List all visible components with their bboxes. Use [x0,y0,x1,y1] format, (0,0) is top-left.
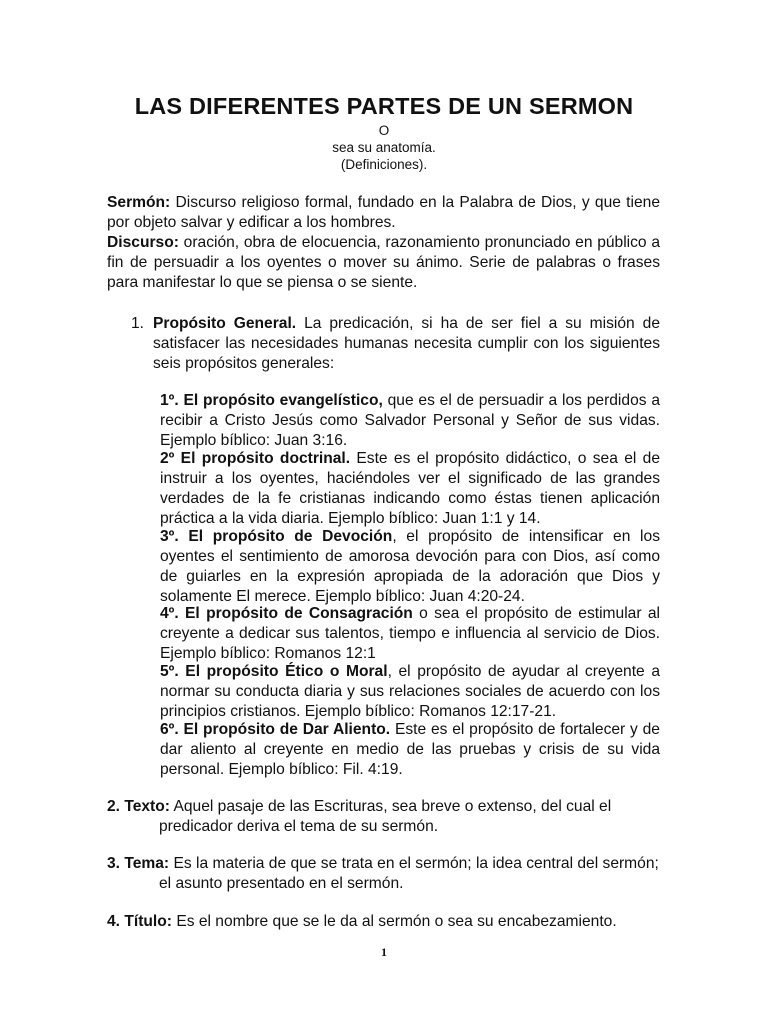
purpose-item-aliento [160,720,660,780]
section-number: 1. [131,315,145,332]
purpose-text: Este es el propósito didáctico, o sea el de instruir a los oyentes, haciéndoles ver el significado de las grandes verdades de la fe cristianas indicando como éstas tienen aplicación práctica a la vida diaria. Ejemplo bíblico: Juan 1:1 y 14. [160,450,660,527]
section-term: 4. Título: [107,913,172,930]
section-tema [107,854,660,894]
section-term: 2. Texto: [107,798,170,815]
definition-text: oración, obra de elocuencia, razonamiento pronunciado en público a fin de persuadir a los oyentes o mover su ánimo. Serie de palabras o frases para manifestar lo que se piensa o se siente. [107,234,660,291]
section-texto [107,797,660,837]
purpose-item-etico [160,662,660,722]
page-number: 1 [381,945,387,959]
subtitle-line-2: sea su anatomía. [332,140,436,155]
section-proposito-general [153,314,660,374]
purpose-item-consagracion [160,604,660,664]
definition-term: Discurso: [107,234,179,251]
definition-term: Sermón: [107,194,171,211]
purpose-text: , el propósito de intensificar en los oyentes el sentimiento de amorosa devoción para con Dios, así como de guiarles en la expresión apropiada de la adoración que Dios y solamente El merece. Ejemplo bíblico: Juan 4:20-24. [160,528,660,605]
definition-text: Discurso religioso formal, fundado en la Palabra de Dios, y que tiene por objeto salvar y edificar a los hombres. [107,194,660,231]
purpose-text: que es el de persuadir a los perdidos a recibir a Cristo Jesús como Salvador Personal y Señor de sus vidas. Ejemplo bíblico: Juan 3:16. [160,392,660,449]
purpose-term: 3º. El propósito de Devoción [160,528,393,545]
purpose-text: o sea el propósito de estimular al creyente a dedicar sus talentos, tiempo e influencia al servicio de Dios. Ejemplo bíblico: Romanos 12:1 [160,605,660,662]
purpose-item-doctrinal [160,449,660,529]
document-title: LAS DIFERENTES PARTES DE UN SERMON [134,93,634,119]
section-text: La predicación, si ha de ser fiel a su misión de satisfacer las necesidades humanas necesita cumplir con los siguientes seis propósitos generales: [153,315,660,372]
section-term: Propósito General. [153,315,297,332]
purpose-item-evangelistico [160,391,660,451]
section-text: Aquel pasaje de las Escrituras, sea breve o extenso, del cual el predicador deriva el tema de su sermón. [159,798,612,835]
purpose-term: 2º El propósito doctrinal. [160,450,351,467]
subtitle-line-1: O [378,123,390,138]
purpose-term: 6º. El propósito de Dar Aliento. [160,721,391,738]
purpose-term: 5º. El propósito Ético o Moral [160,663,388,680]
purpose-term: 1º. El propósito evangelístico, [160,392,383,409]
section-text: Es el nombre que se le da al sermón o sea su encabezamiento. [176,913,617,930]
purpose-text: , el propósito de ayudar al creyente a normar su conducta diaria y sus relaciones sociales de acuerdo con los principios cristianos. Ejemplo bíblico: Romanos 12:17-21. [160,663,661,720]
purpose-term: 4º. El propósito de Consagración [160,605,413,622]
definition-sermon [107,193,660,233]
purpose-item-devocion [160,527,660,607]
section-text: Es la materia de que se trata en el sermón; la idea central del sermón; el asunto presentado en el sermón. [159,855,659,892]
subtitle-line-3: (Definiciones). [340,157,428,172]
section-term: 3. Tema: [107,855,170,872]
section-titulo [107,912,660,932]
definition-discurso [107,233,660,293]
purpose-text: Este es el propósito de fortalecer y de dar aliento al creyente en medio de las pruebas y crisis de su vida personal. Ejemplo bíblico: Fil. 4:19. [160,721,660,778]
